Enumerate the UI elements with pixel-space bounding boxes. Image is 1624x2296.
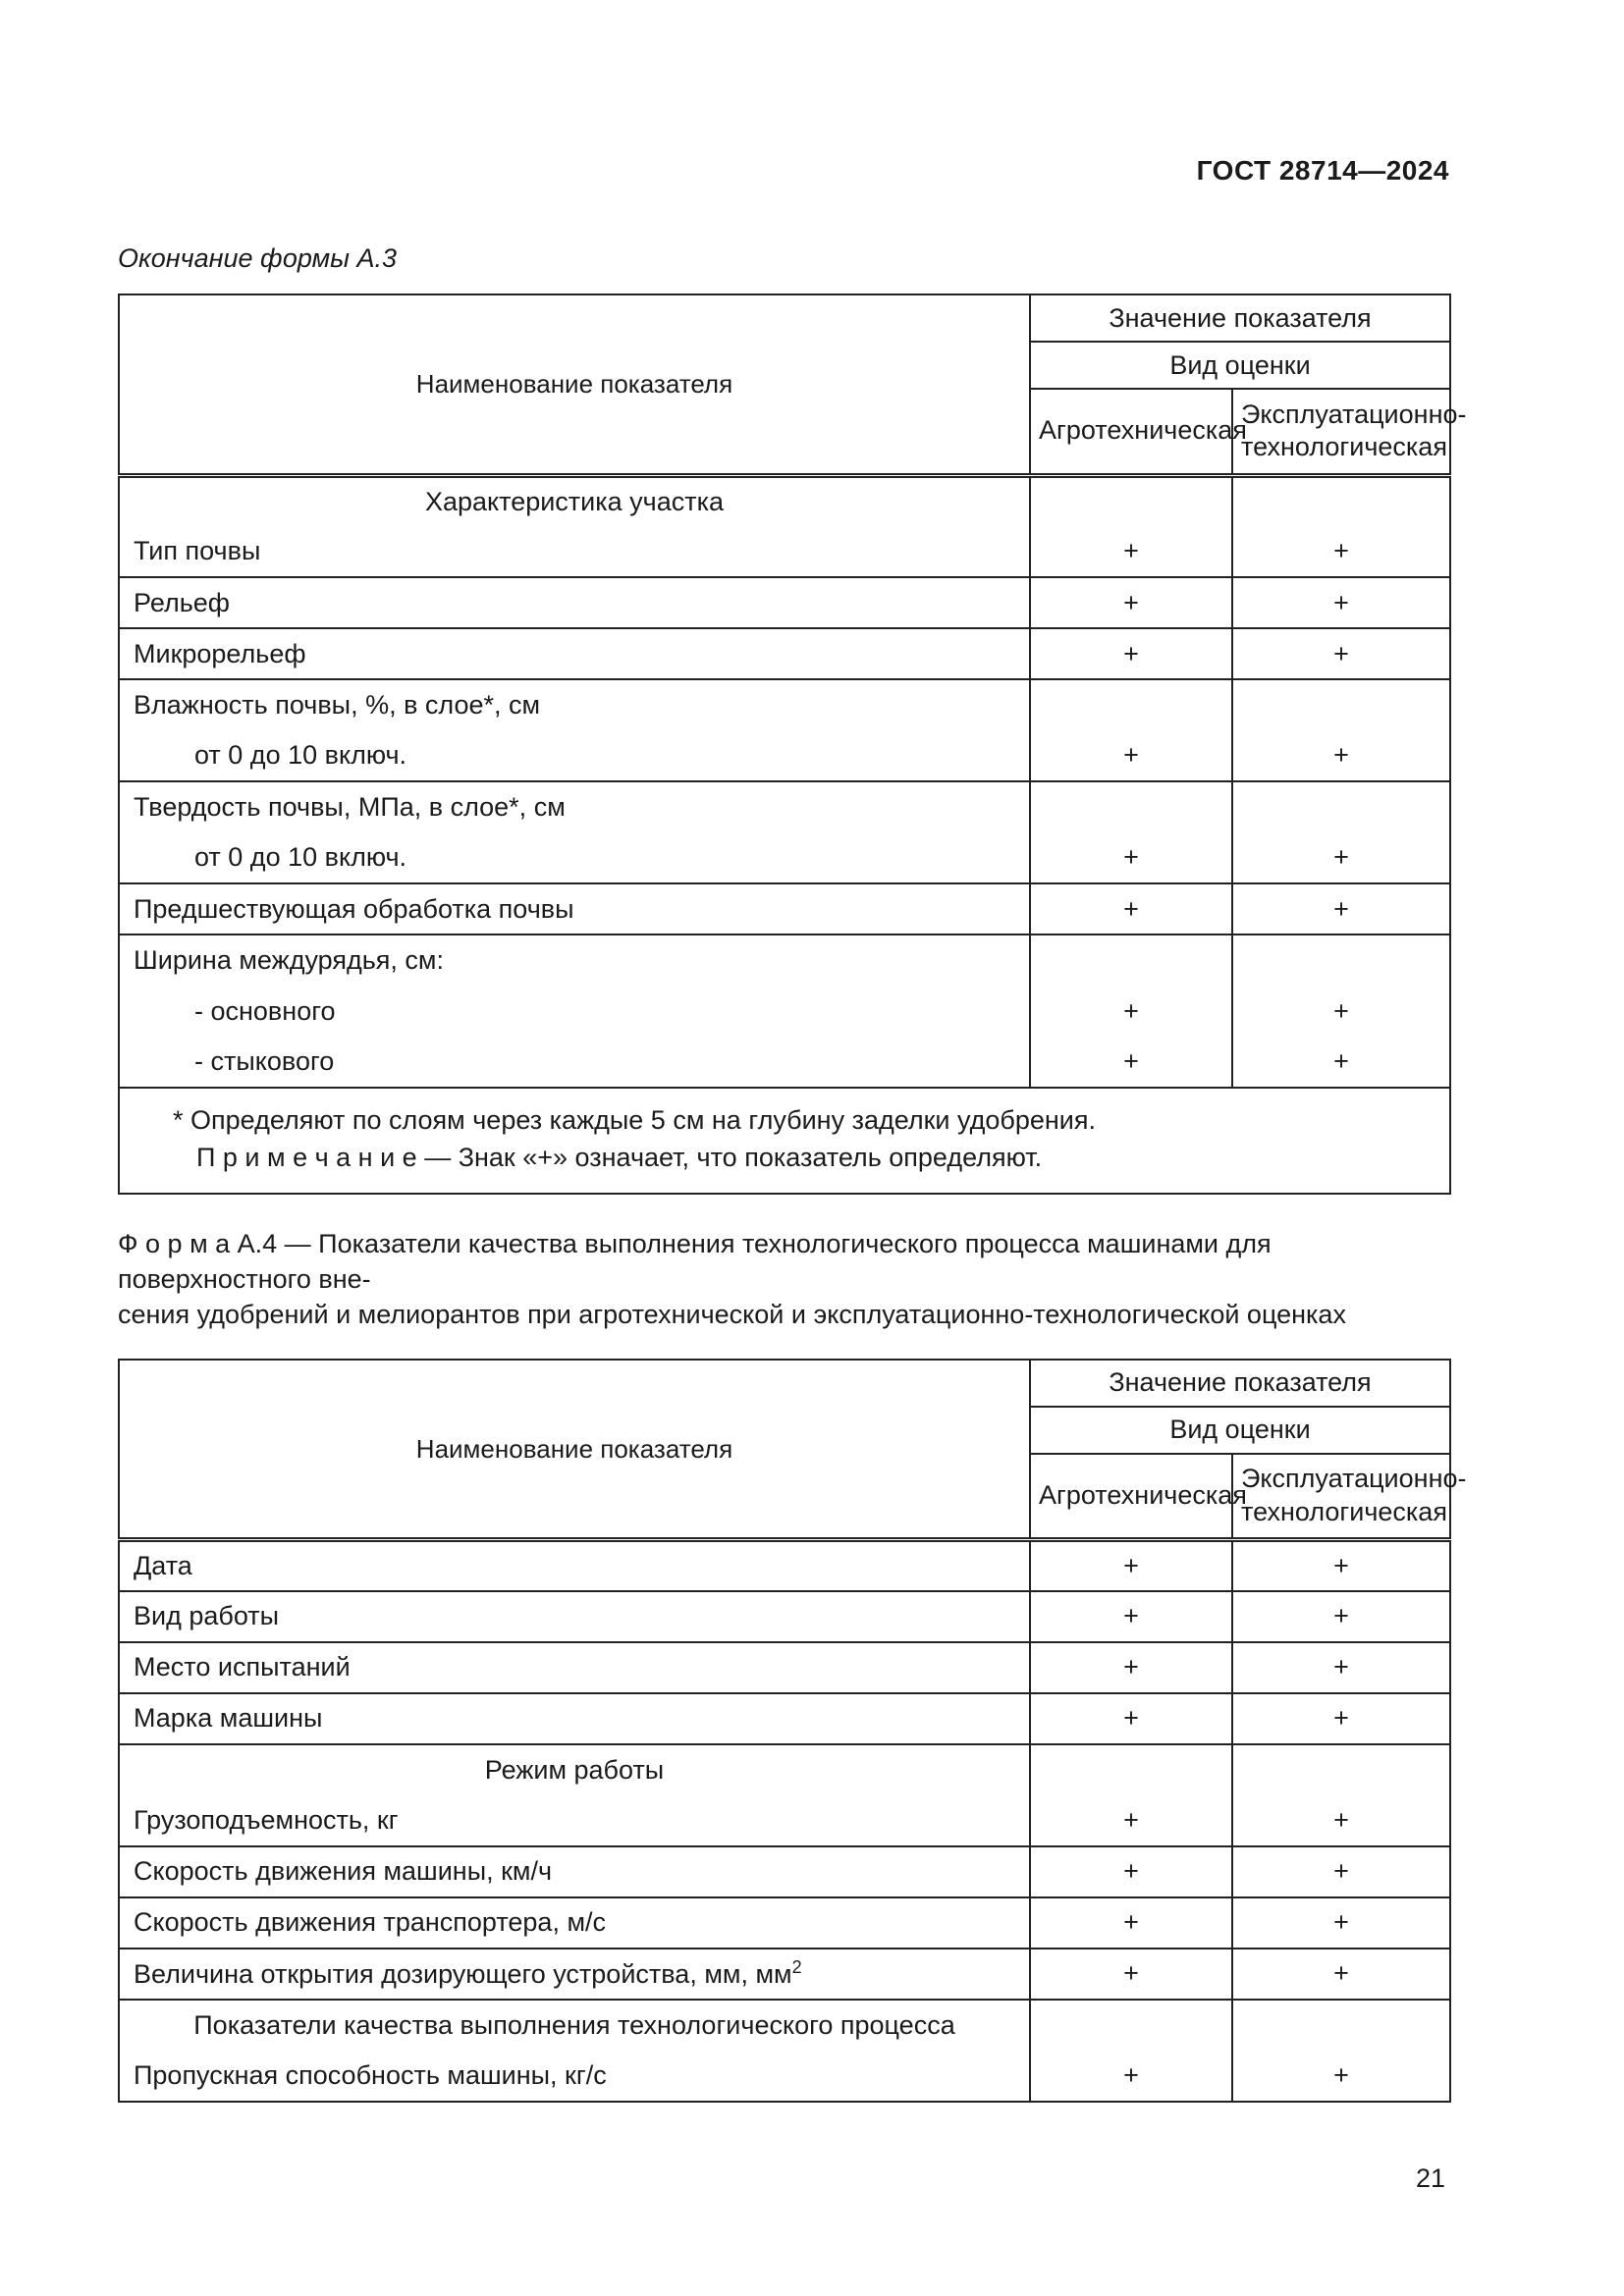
mark-agro (1030, 2000, 1232, 2051)
row-label: - стыкового (119, 1037, 1030, 1088)
mark-expl: + (1232, 1949, 1450, 2000)
form-a4-caption-line1: Ф о р м а А.4 — Показатели качества выполнения технологического процесса машинами для поверхностного вне- (118, 1228, 1272, 1295)
table-row (119, 1897, 1450, 1949)
mark-agro: + (1030, 628, 1232, 679)
row-label-superscript: 2 (791, 1957, 802, 1978)
mark-expl: + (1232, 628, 1450, 679)
table-row (119, 475, 1450, 526)
table-row (119, 577, 1450, 628)
mark-expl: + (1232, 1642, 1450, 1693)
header-col-expl: Эксплуатационно-технологическая (1232, 389, 1450, 475)
page-number: 21 (1415, 2163, 1445, 2193)
table-row (119, 986, 1450, 1037)
row-label: Марка машины (119, 1693, 1030, 1744)
footnote-note: П р и м е ч а н и е — Знак «+» означает, что показатель определяют. (196, 1142, 1043, 1172)
table-row (119, 832, 1450, 883)
table-row (119, 883, 1450, 934)
mark-agro: + (1030, 1037, 1232, 1088)
header-name-col: Наименование показателя (415, 368, 733, 399)
row-label: Скорость движения машины, км/ч (119, 1846, 1030, 1897)
mark-agro: + (1030, 577, 1232, 628)
mark-agro: + (1030, 1795, 1232, 1846)
row-label: Твердость почвы, МПа, в слое*, см (134, 792, 566, 822)
table-row (119, 1591, 1450, 1642)
row-label: от 0 до 10 включ. (119, 832, 1030, 883)
mark-expl: + (1232, 1037, 1450, 1088)
row-label: Ширина междурядья, см: (134, 945, 444, 975)
mark-agro (1030, 781, 1232, 832)
form-a3-table (118, 294, 1467, 1195)
form-a4-caption (118, 1226, 1449, 1333)
mark-expl: + (1232, 1693, 1450, 1744)
mark-expl (1232, 1744, 1450, 1795)
row-label: Величина открытия дозирующего устройства, мм, мм (134, 1959, 792, 1990)
row-label: Предшествующая обработка почвы (119, 883, 1030, 934)
row-label: Влажность почвы, %, в слое*, см (134, 690, 541, 720)
row-label: Режим работы (484, 1754, 665, 1785)
mark-agro (1030, 934, 1232, 986)
mark-agro: + (1030, 832, 1232, 883)
footnote-asterisk: * Определяют по слоям через каждые 5 см на глубину заделки удобрения. (173, 1105, 1096, 1135)
header-col-agro: Агротехническая (1030, 1454, 1232, 1540)
row-label: Дата (119, 1540, 1030, 1591)
table-row (119, 730, 1450, 781)
row-label: Рельеф (119, 577, 1030, 628)
mark-expl: + (1232, 577, 1450, 628)
mark-agro: + (1030, 1540, 1232, 1591)
header-name-col: Наименование показателя (415, 1433, 733, 1464)
mark-expl (1232, 679, 1450, 730)
mark-expl: + (1232, 1591, 1450, 1642)
mark-expl: + (1232, 832, 1450, 883)
mark-agro (1030, 1744, 1232, 1795)
mark-agro: + (1030, 883, 1232, 934)
mark-expl: + (1232, 1795, 1450, 1846)
mark-agro (1030, 475, 1232, 526)
mark-agro: + (1030, 1591, 1232, 1642)
row-label: Место испытаний (119, 1642, 1030, 1693)
header-row-1 (119, 1360, 1450, 1407)
row-label: Микрорельеф (119, 628, 1030, 679)
mark-expl: + (1232, 526, 1450, 577)
mark-expl: + (1232, 1540, 1450, 1591)
table-row (119, 1949, 1450, 2000)
header-value-group: Значение показателя (1030, 294, 1450, 342)
form-a3-table-body (119, 475, 1450, 1194)
mark-agro: + (1030, 1897, 1232, 1949)
row-label: Пропускная способность машины, кг/с (134, 2059, 607, 2090)
header-value-group: Значение показателя (1030, 1360, 1450, 1407)
table-row (119, 2051, 1450, 2102)
table-row (119, 1642, 1450, 1693)
mark-expl: + (1232, 883, 1450, 934)
row-label-with-sup (119, 1949, 1030, 2000)
row-label: Скорость движения транспортера, м/с (119, 1897, 1030, 1949)
row-label: Тип почвы (119, 526, 1030, 577)
row-label: Характеристика участка (424, 486, 725, 516)
form-a3-caption: Окончание формы А.3 (118, 243, 398, 273)
mark-agro: + (1030, 2051, 1232, 2102)
mark-expl (1232, 781, 1450, 832)
row-label: Вид работы (119, 1591, 1030, 1642)
form-a4-caption-line2: сения удобрений и мелиорантов при агротехнической и эксплуатационно-технологической оценках (118, 1300, 1346, 1330)
mark-expl: + (1232, 730, 1450, 781)
footnote-row (119, 1088, 1450, 1194)
row-label: Показатели качества выполнения технологического процесса (193, 2009, 955, 2040)
mark-expl (1232, 475, 1450, 526)
mark-agro: + (1030, 1642, 1232, 1693)
header-col-agro: Агротехническая (1030, 389, 1232, 475)
table-row (119, 1037, 1450, 1088)
table-row (119, 628, 1450, 679)
mark-agro: + (1030, 1949, 1232, 2000)
table-row (119, 679, 1450, 730)
table-row (119, 2000, 1450, 2051)
form-a4-table-head (119, 1360, 1467, 1540)
mark-agro: + (1030, 1693, 1232, 1744)
table-row (119, 934, 1450, 986)
mark-expl (1232, 934, 1450, 986)
footnote-cell (119, 1088, 1450, 1194)
table-row (119, 1846, 1450, 1897)
mark-expl (1232, 2000, 1450, 2051)
table-row (119, 526, 1450, 577)
header-kind-group: Вид оценки (1030, 342, 1450, 389)
header-row-1 (119, 294, 1450, 342)
header-col-expl: Эксплуатационно-технологическая (1232, 1454, 1450, 1540)
header-kind-group: Вид оценки (1030, 1407, 1450, 1454)
mark-agro (1030, 679, 1232, 730)
row-label: от 0 до 10 включ. (119, 730, 1030, 781)
page-content (118, 0, 1467, 2194)
mark-expl: + (1232, 2051, 1450, 2102)
mark-expl: + (1232, 986, 1450, 1037)
mark-agro: + (1030, 986, 1232, 1037)
mark-agro: + (1030, 730, 1232, 781)
table-row (119, 1693, 1450, 1744)
form-a4-table-body (119, 1540, 1450, 2102)
document-code: ГОСТ 28714—2024 (1196, 155, 1449, 186)
mark-expl: + (1232, 1897, 1450, 1949)
table-row (119, 1540, 1450, 1591)
row-label: Грузоподъемность, кг (119, 1795, 1030, 1846)
mark-expl: + (1232, 1846, 1450, 1897)
table-row (119, 1744, 1450, 1795)
row-label: - основного (194, 995, 336, 1026)
mark-agro: + (1030, 526, 1232, 577)
mark-agro: + (1030, 1846, 1232, 1897)
form-a4-table (118, 1359, 1467, 2103)
table-row (119, 1795, 1450, 1846)
table-row (119, 781, 1450, 832)
form-a3-table-head (119, 294, 1467, 475)
